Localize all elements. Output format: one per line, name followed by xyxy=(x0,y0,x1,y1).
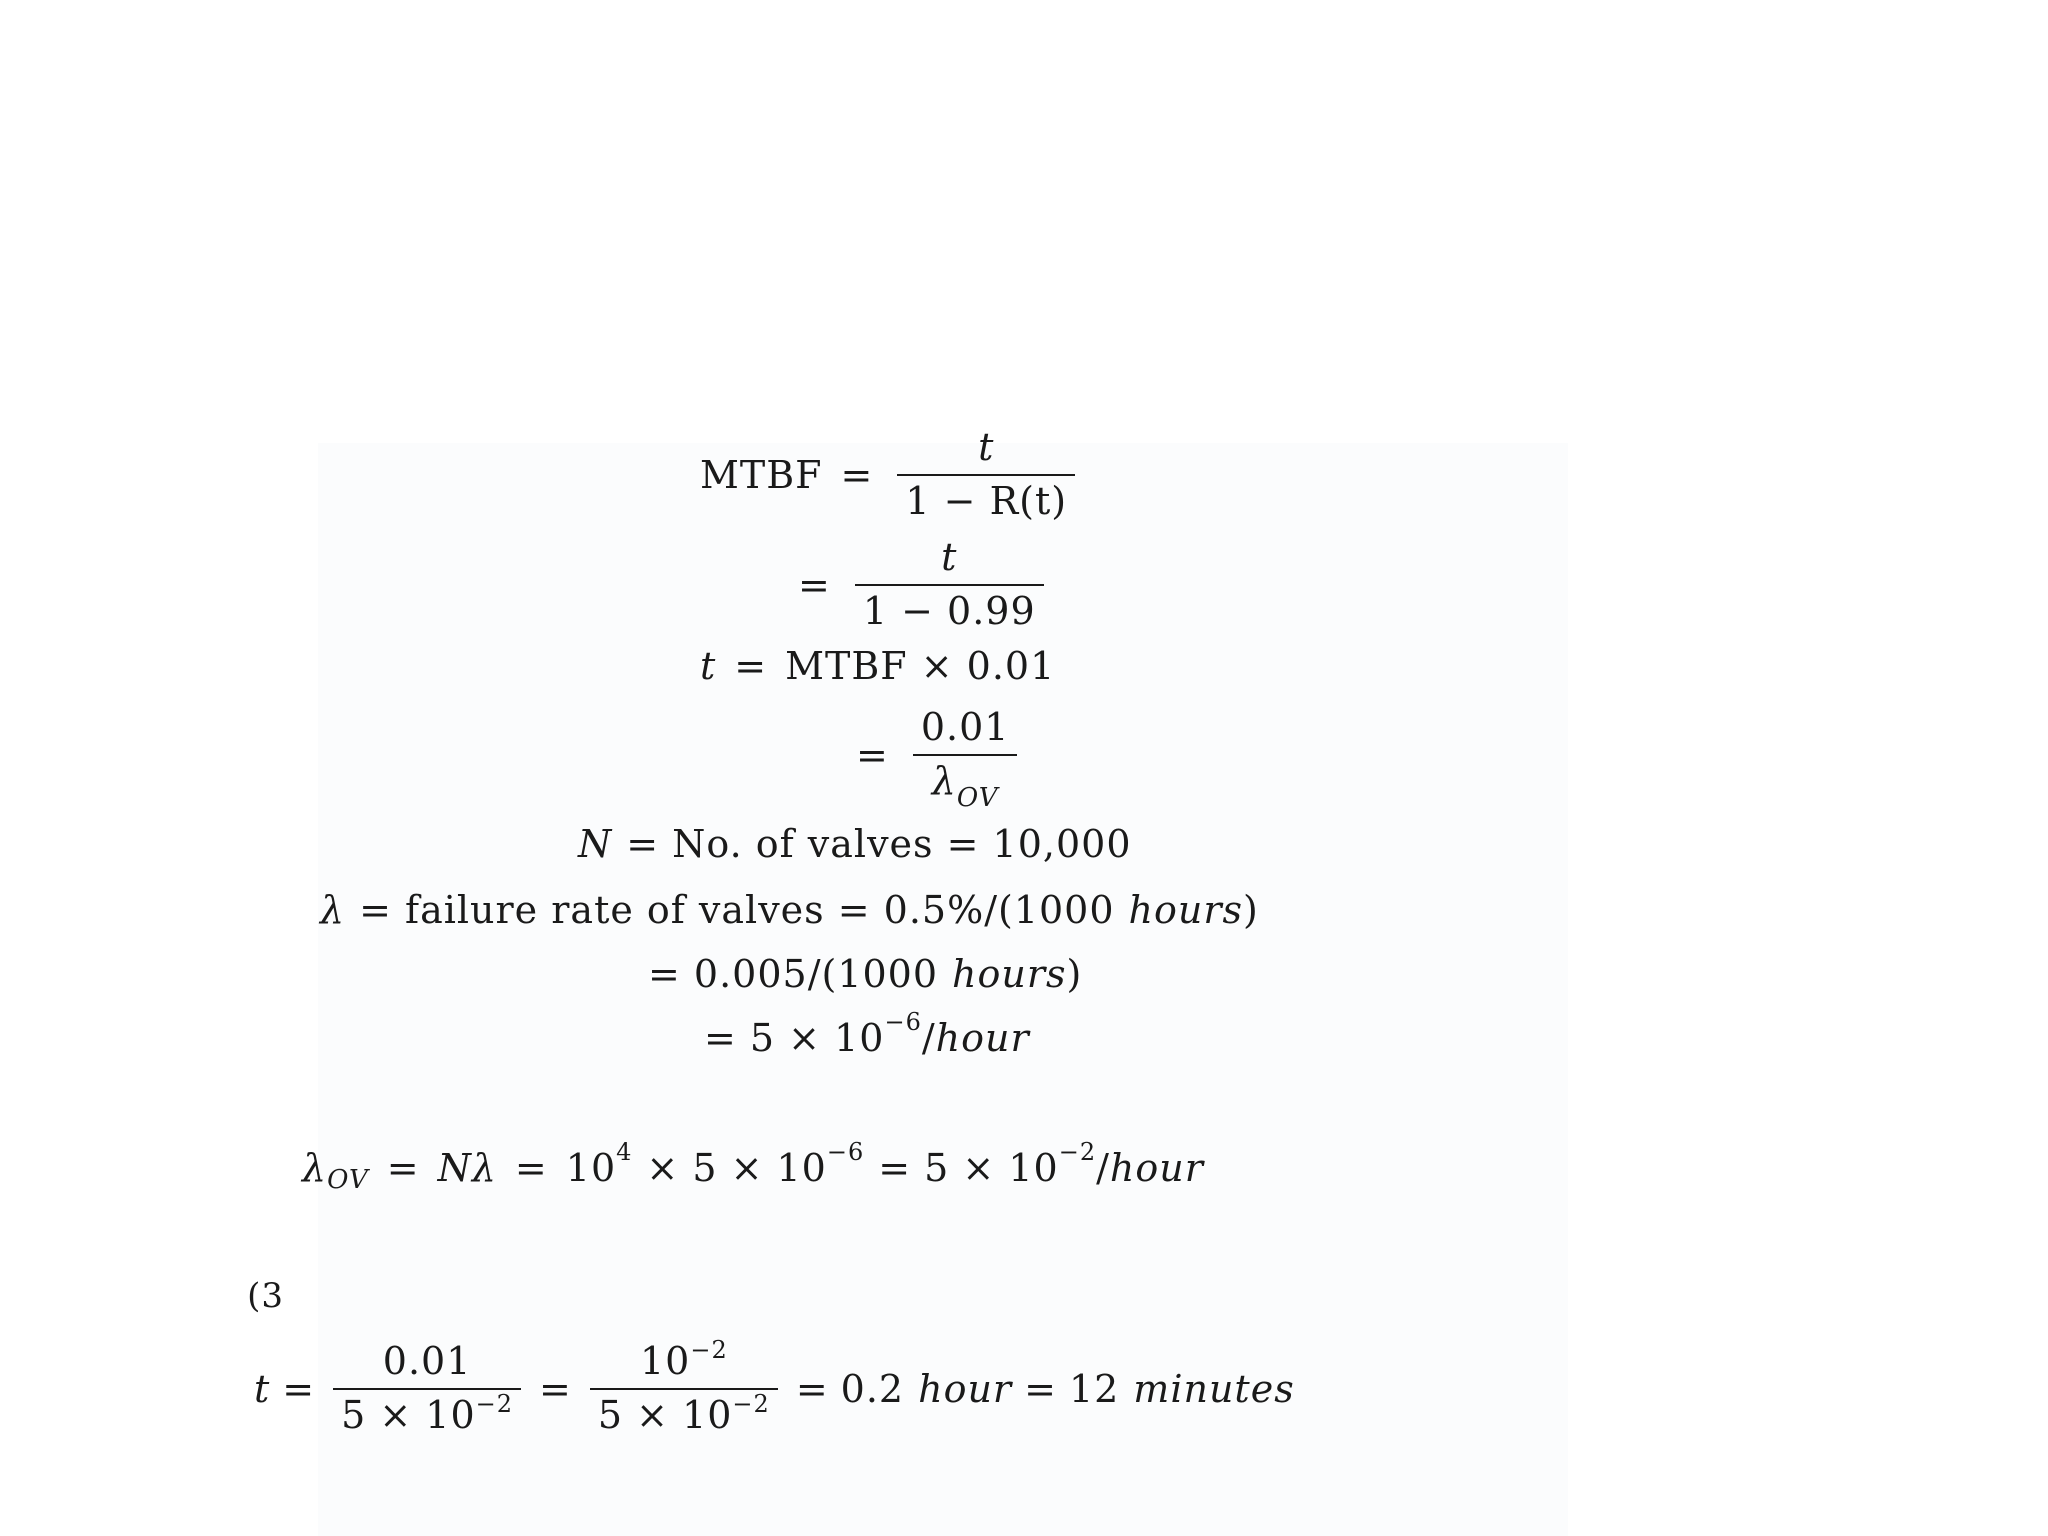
failure-rate-decimal-rhs: = 0.005/(1000 xyxy=(648,952,939,996)
ten-term: 10 xyxy=(565,1146,617,1190)
fraction-denominator xyxy=(333,1389,521,1437)
fraction xyxy=(913,705,1018,813)
time-expression xyxy=(700,644,1055,688)
fraction-numerator: t xyxy=(941,535,958,579)
fraction-numerator: 0.01 xyxy=(382,1339,472,1383)
mtbf-definition xyxy=(700,425,1081,523)
lambda-symbol: λ xyxy=(931,758,957,803)
equals-sign: = xyxy=(798,562,831,607)
valve-count xyxy=(578,822,1132,866)
value-hours: 0.2 xyxy=(840,1366,905,1411)
numerator-base: 10 xyxy=(639,1339,691,1383)
fraction xyxy=(333,1339,521,1437)
fraction-denominator xyxy=(924,758,1007,813)
fraction-denominator: 1 − 0.99 xyxy=(862,588,1036,633)
lambda-symbol: λ xyxy=(320,888,346,932)
fraction xyxy=(855,535,1044,633)
equals-sign: = xyxy=(840,452,874,497)
time-in-lambda xyxy=(838,705,1023,813)
equals-sign: = xyxy=(282,1366,316,1411)
part-label-text: 3) xyxy=(247,1276,284,1316)
slash: / xyxy=(1096,1146,1110,1190)
equals-sign: = xyxy=(539,1366,572,1411)
lambda-subscript: OV xyxy=(956,782,999,813)
unit-hour: hour xyxy=(918,1366,1013,1411)
unit-minutes: minutes xyxy=(1133,1366,1295,1411)
product-term: × 5 × 10 xyxy=(646,1146,827,1190)
lambda-symbol: λ xyxy=(302,1146,328,1190)
close-paren: ) xyxy=(1243,888,1259,932)
mtbf-substitution xyxy=(780,535,1050,633)
time-variable: t xyxy=(254,1366,271,1411)
failure-rate xyxy=(320,888,1259,932)
fraction-bar xyxy=(913,754,1018,756)
fraction-denominator: 1 − R(t) xyxy=(905,478,1068,523)
equals-sign: = xyxy=(386,1146,420,1190)
fraction-bar xyxy=(855,584,1044,586)
equals-sign: = xyxy=(795,1366,829,1411)
failure-rate-decimal xyxy=(648,952,1082,996)
exponent: −2 xyxy=(1058,1138,1097,1166)
unit-hours: hours xyxy=(1128,888,1244,932)
valve-count-rhs: = No. of valves = 10,000 xyxy=(626,822,1132,866)
fraction-denominator xyxy=(590,1389,778,1437)
equals-sign: = xyxy=(1024,1366,1057,1411)
n-lambda: Nλ xyxy=(437,1146,497,1190)
part-label xyxy=(247,1276,284,1316)
unit-hours: hours xyxy=(952,952,1067,996)
equals-sign: = xyxy=(734,644,768,688)
mtbf-lhs: MTBF xyxy=(700,452,823,497)
failure-rate-rhs: = failure rate of valves = 0.5%/(1000 xyxy=(359,888,1115,932)
exponent: −6 xyxy=(826,1138,865,1166)
fraction-numerator xyxy=(632,1336,736,1383)
slash: / xyxy=(921,1016,936,1060)
denominator-base: 5 × 10 xyxy=(341,1392,476,1437)
fraction-numerator: t xyxy=(978,425,995,469)
time-variable: t xyxy=(700,644,717,688)
overall-failure-rate xyxy=(302,1138,1204,1195)
failure-rate-per-hour xyxy=(704,1008,1030,1060)
exponent: −2 xyxy=(475,1389,514,1418)
exponent: −2 xyxy=(732,1389,770,1418)
exponent: 4 xyxy=(616,1138,633,1166)
time-rhs: MTBF × 0.01 xyxy=(785,644,1056,688)
n-variable: N xyxy=(578,822,613,866)
close-paren: ) xyxy=(1066,952,1083,996)
fraction-numerator: 0.01 xyxy=(920,705,1010,749)
value-minutes: 12 xyxy=(1068,1366,1120,1411)
unit-hour: hour xyxy=(935,1016,1030,1060)
equals-sign: = xyxy=(856,732,889,777)
final-time-result xyxy=(254,1336,1295,1437)
fraction-bar xyxy=(897,474,1075,476)
equals-sign: = xyxy=(514,1146,548,1190)
fraction xyxy=(897,425,1075,523)
exponent: −2 xyxy=(690,1336,728,1364)
unit-hour: hour xyxy=(1109,1146,1204,1190)
lambda-subscript: OV xyxy=(327,1165,369,1195)
exponent: −6 xyxy=(884,1008,922,1036)
failure-rate-per-hour-rhs: = 5 × 10 xyxy=(704,1016,885,1060)
fraction xyxy=(590,1336,778,1437)
result-term: = 5 × 10 xyxy=(878,1146,1059,1190)
denominator-base: 5 × 10 xyxy=(597,1392,733,1437)
